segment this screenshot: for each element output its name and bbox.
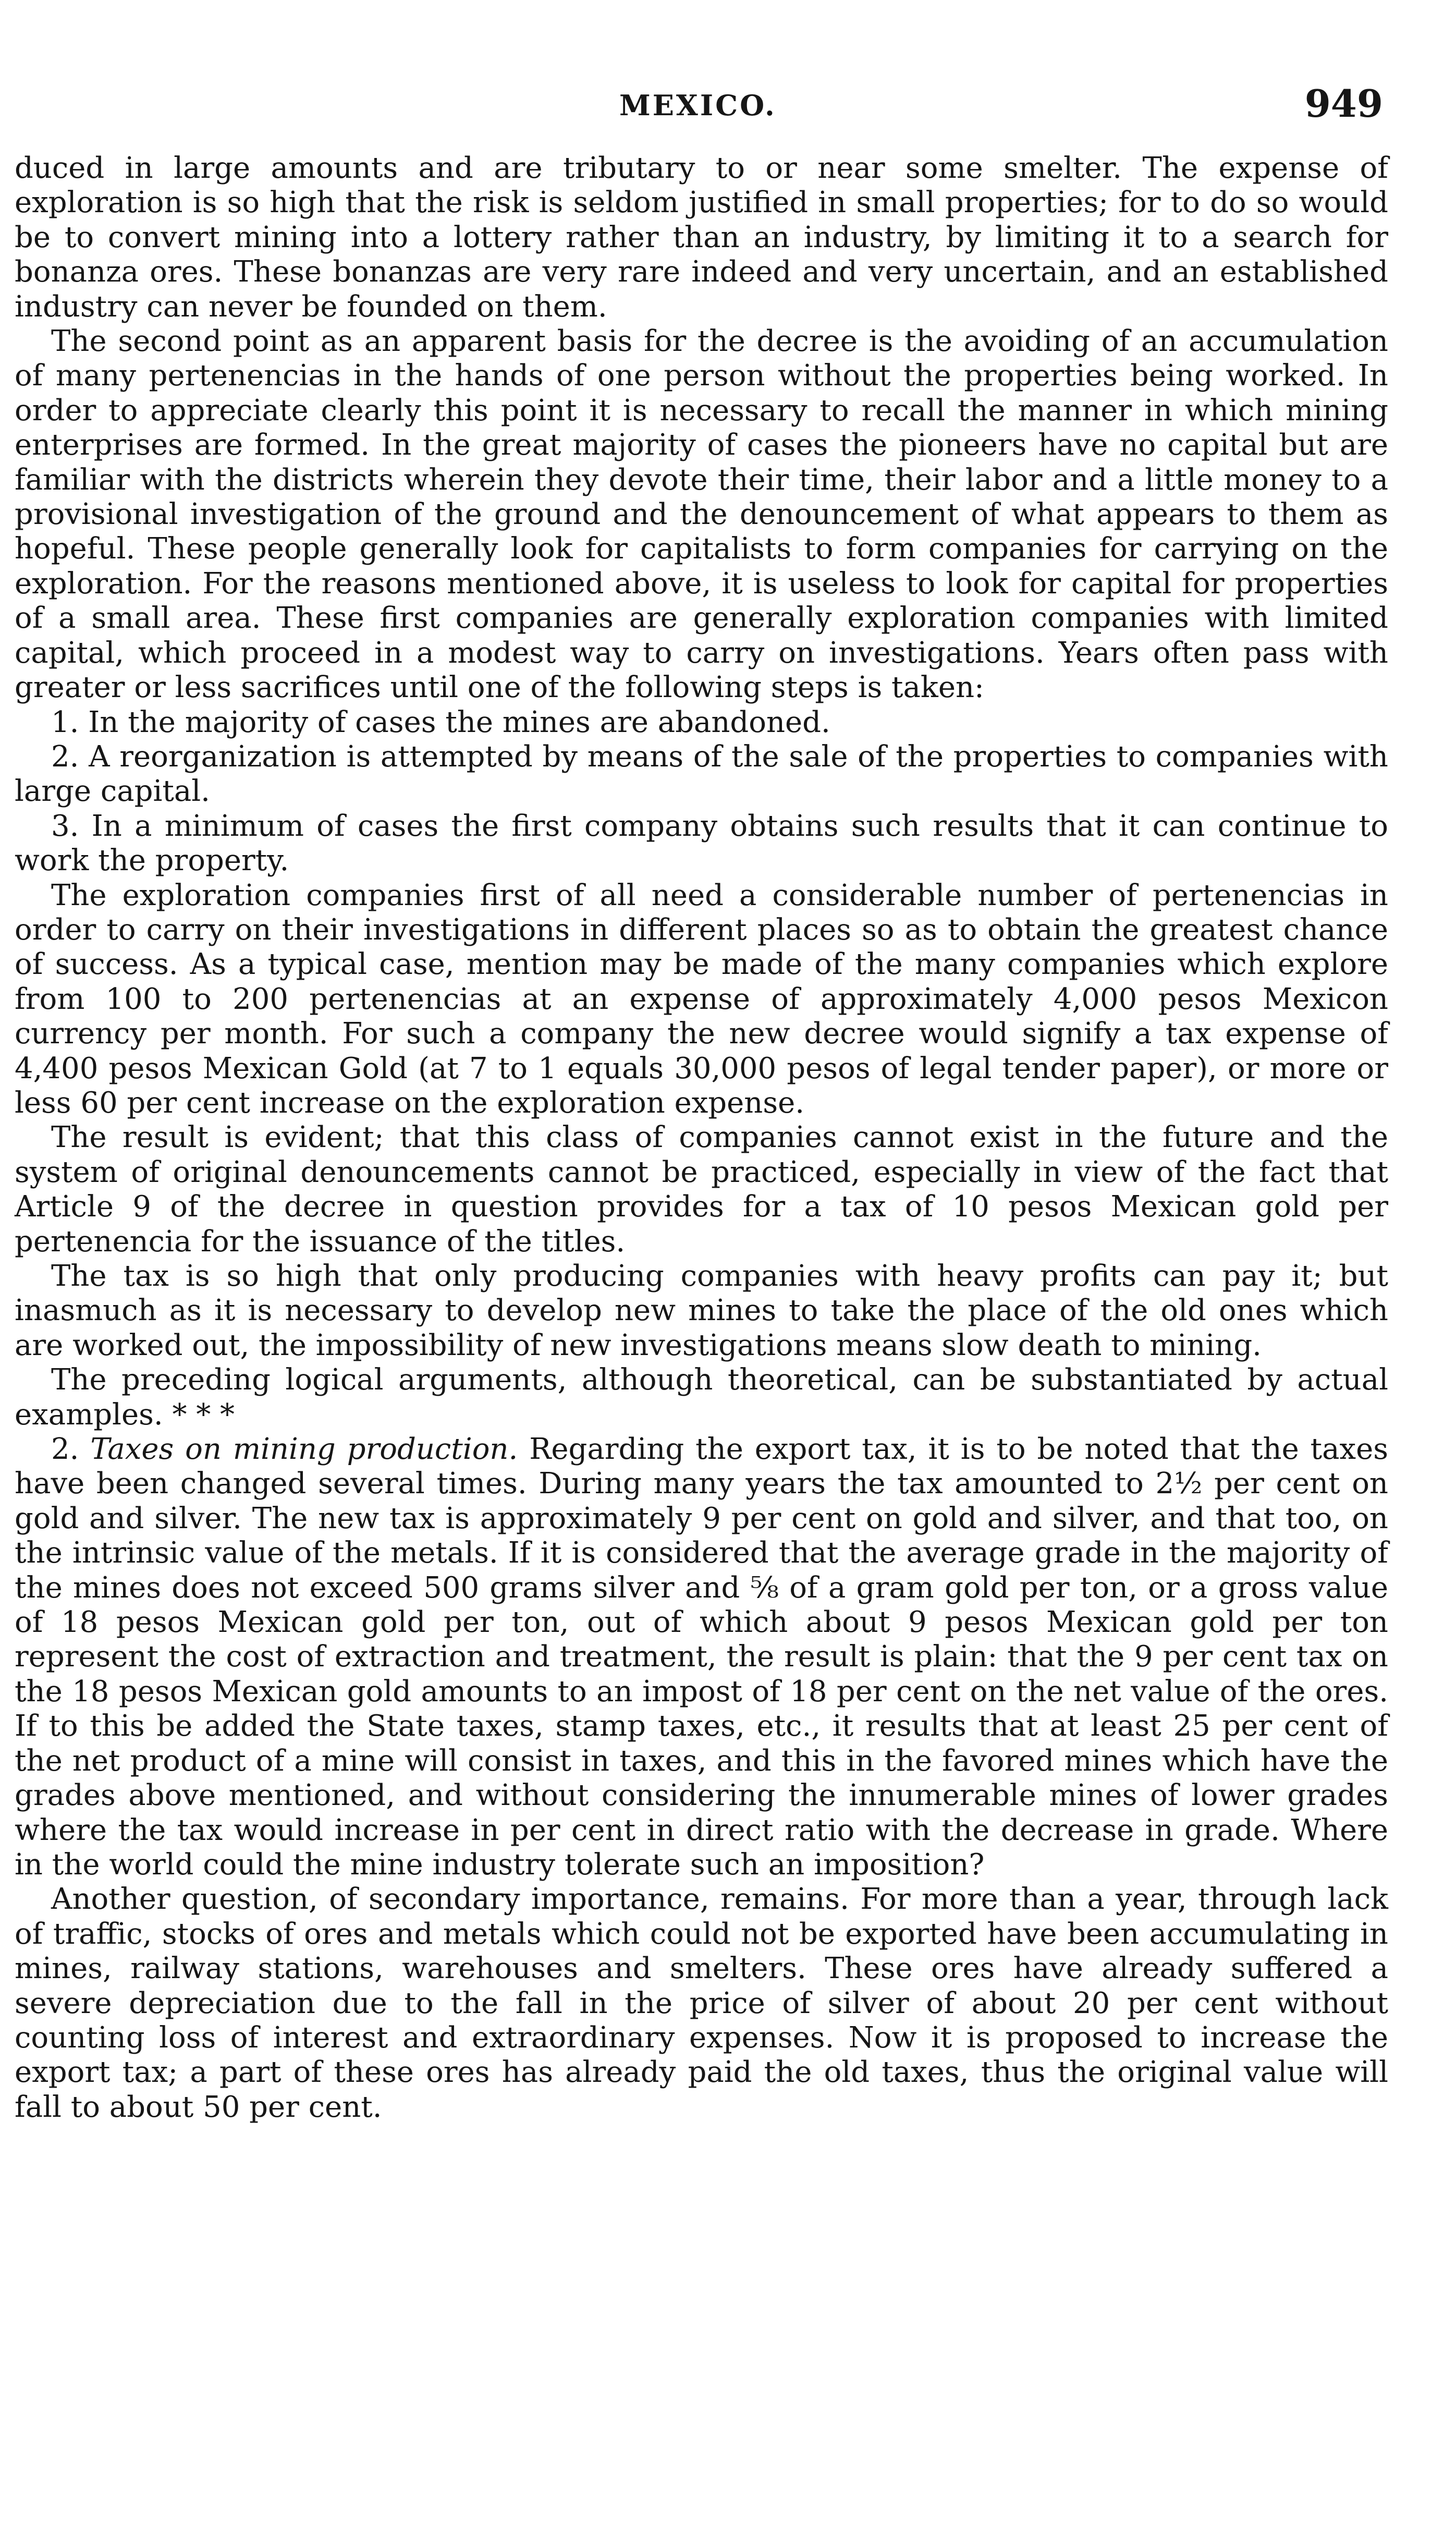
- paragraph-secondary-question: Another question, of secondary importance, remains. For more than a year, through lack of traffic, stocks of ores and metals which could not be exported have been accumulating in mines, railway stations, warehouses and smelters. These ores have already suffered a severe depreciation due to the fall in the price of silver of about 20 per cent without counting loss of interest and extraordinary expenses. Now it is proposed to increase the export tax; a part of these ores has already paid the old taxes, thus the original value will fall to about 50 per cent.: [15, 1882, 1388, 2124]
- paragraph-tax-high: The tax is so high that only producing companies with heavy profits can pay it; but inasmuch as it is necessary to develop new mines to take the place of the old ones which are worked out, the impossibility of new investigations means slow death to mining.: [15, 1259, 1388, 1362]
- page-number: 949: [1304, 81, 1383, 126]
- list-item-continue: 3. In a minimum of cases the first company obtains such results that it can continue to work the property.: [15, 809, 1388, 878]
- section-number: 2.: [51, 1432, 79, 1467]
- body-text: [15, 151, 1388, 2125]
- running-title: MEXICO.: [619, 89, 777, 122]
- paragraph-continued: duced in large amounts and are tributary to or near some smelter. The expense of exploration is so high that the risk is seldom justified in small properties; for to do so would be to convert mining into a lottery rather than an industry, by limiting it to a search for bonanza ores. These bonanzas are very rare indeed and very uncertain, and an established industry can never be founded on them.: [15, 151, 1388, 324]
- list-item-abandoned: 1. In the majority of cases the mines are abandoned.: [51, 705, 830, 739]
- section-heading: Taxes on mining production.: [90, 1432, 518, 1467]
- paragraph-second-point: The second point as an apparent basis for the decree is the avoiding of an accumulation of many pertenencias in the hands of one person without the properties being worked. In order to appreciate clearly this point it is necessary to recall the manner in which mining enterprises are formed. In the great majority of cases the pioneers have no capital but are familiar with the districts wherein they devote their time, their labor and a little money to a provisional investigation of the ground and the denouncement of what appears to them as hopeful. These people generally look for capitalists to form companies for carrying on the exploration. For the reasons mentioned above, it is useless to look for capital for properties of a small area. These first companies are generally exploration companies with limited capital, which proceed in a modest way to carry on investigations. Years often pass with greater or less sacrifices until one of the following steps is taken:: [15, 324, 1388, 705]
- list-item-reorganization: 2. A reorganization is attempted by means of the sale of the properties to companies with large capital.: [15, 739, 1388, 809]
- paragraph-taxes-production: [15, 1432, 1388, 1882]
- paragraph-exploration-companies: The exploration companies first of all need a considerable number of pertenencias in order to carry on their investigations in different places so as to obtain the greatest chance of success. As a typical case, mention may be made of the many companies which explore from 100 to 200 pertenencias at an expense of approximately 4,000 pesos Mexicon currency per month. For such a company the new decree would signify a tax expense of 4,400 pesos Mexican Gold (at 7 to 1 equals 30,000 pesos of legal tender paper), or more or less 60 per cent increase on the exploration expense.: [15, 878, 1388, 1120]
- section-text: Regarding the export tax, it is to be noted that the taxes have been changed several times. During many years the tax amounted to 2½ per cent on gold and silver. The new tax is approximately 9 per cent on gold and silver, and that too, on the intrinsic value of the metals. If it is considered that the average grade in the majority of the mines does not exceed 500 grams silver and ⅝ of a gram gold per ton, or a gross value of 18 pesos Mexican gold per ton, out of which about 9 pesos Mexican gold per ton represent the cost of extraction and treatment, the result is plain: that the 9 per cent tax on the 18 pesos Mexican gold amounts to an impost of 18 per cent on the net value of the ores. If to this be added the State taxes, stamp taxes, etc., it results that at least 25 per cent of the net product of a mine will consist in taxes, and this in the favored mines which have the grades above mentioned, and without considering the innumerable mines of lower grades where the tax would increase in per cent in direct ratio with the decrease in grade. Where in the world could the mine industry tolerate such an imposition?: [15, 1432, 1388, 1882]
- page-header: [15, 78, 1388, 141]
- paragraph-arguments: The preceding logical arguments, although theoretical, can be substantiated by actual examples. * * *: [15, 1363, 1388, 1432]
- paragraph-result: The result is evident; that this class of companies cannot exist in the future and the system of original denouncements cannot be practiced, especially in view of the fact that Article 9 of the decree in question provides for a tax of 10 pesos Mexican gold per pertenencia for the issuance of the titles.: [15, 1120, 1388, 1259]
